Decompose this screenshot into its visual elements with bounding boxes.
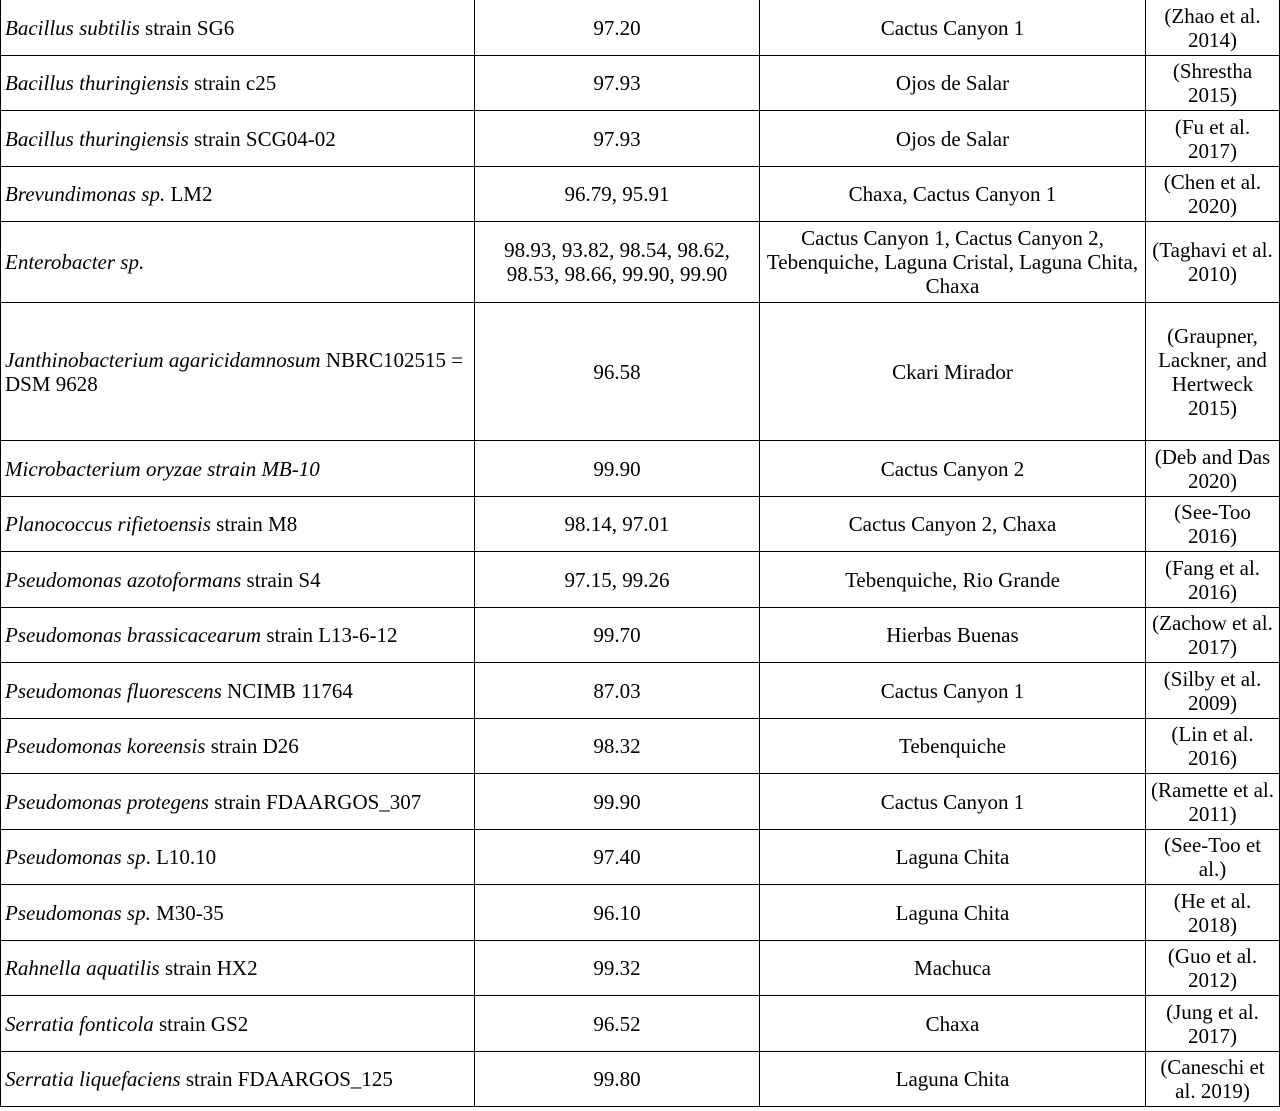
reference-cell: (Fang et al. 2016) xyxy=(1146,552,1280,608)
organism-cell xyxy=(1,552,475,608)
reference-cell: (Caneschi et al. 2019) xyxy=(1146,1052,1280,1107)
reference-cell: (Silby et al. 2009) xyxy=(1146,663,1280,719)
organism-cell xyxy=(1,774,475,830)
table-row xyxy=(1,774,1280,830)
table-row xyxy=(1,303,1280,441)
organism-name: Bacillus thuringiensis xyxy=(5,126,189,151)
organism-name: Bacillus thuringiensis xyxy=(5,71,189,95)
location-cell: Ojos de Salar xyxy=(760,56,1146,111)
identity-cell: 99.90 xyxy=(475,441,760,497)
table-row xyxy=(1,0,1280,56)
organism-cell xyxy=(1,222,475,303)
organism-name: Enterobacter sp. xyxy=(5,250,145,274)
identity-cell: 96.52 xyxy=(475,996,760,1052)
location-cell: Hierbas Buenas xyxy=(760,608,1146,663)
location-cell: Ojos de Salar xyxy=(760,111,1146,167)
organism-name: Pseudomonas fluorescens xyxy=(5,678,222,703)
organism-cell xyxy=(1,885,475,941)
strain-label: M30-35 xyxy=(150,900,224,925)
reference-cell: (Zachow et al. 2017) xyxy=(1146,608,1280,663)
organism-name: Pseudomonas sp. xyxy=(5,900,151,925)
strain-label: strain L13-6-12 xyxy=(261,623,398,647)
organism-name: Pseudomonas azotoformans xyxy=(5,567,242,592)
identity-cell: 97.15, 99.26 xyxy=(475,552,760,608)
table-row xyxy=(1,830,1280,885)
identity-cell: 98.93, 93.82, 98.54, 98.62, 98.53, 98.66, 99.90, 99.90 xyxy=(475,222,760,303)
organism-name: Microbacterium oryzae strain MB-10 xyxy=(5,456,320,481)
location-cell: Laguna Chita xyxy=(760,885,1146,941)
reference-cell: (Shrestha 2015) xyxy=(1146,56,1280,111)
identity-cell: 87.03 xyxy=(475,663,760,719)
table-row xyxy=(1,222,1280,303)
organism-name: Janthinobacterium agaricidamnosum xyxy=(5,347,321,372)
organism-cell xyxy=(1,1052,475,1107)
location-cell: Machuca xyxy=(760,941,1146,996)
table-row xyxy=(1,441,1280,497)
organism-name: Planococcus rifietoensis xyxy=(5,512,211,536)
strain-label: strain SG6 xyxy=(139,15,235,40)
table-row xyxy=(1,1052,1280,1107)
organism-cell xyxy=(1,441,475,497)
strain-label: NBRC102515 = DSM 9628 xyxy=(5,347,464,396)
location-cell: Cactus Canyon 1 xyxy=(760,0,1146,56)
reference-cell: (He et al. 2018) xyxy=(1146,885,1280,941)
location-cell: Chaxa xyxy=(760,996,1146,1052)
identity-cell: 99.70 xyxy=(475,608,760,663)
location-cell: Tebenquiche, Rio Grande xyxy=(760,552,1146,608)
identity-cell: 98.14, 97.01 xyxy=(475,497,760,552)
location-cell: Cactus Canyon 1 xyxy=(760,774,1146,830)
location-cell: Cactus Canyon 2 xyxy=(760,441,1146,497)
table-row xyxy=(1,719,1280,774)
strain-label: LM2 xyxy=(165,182,213,206)
identity-cell: 97.93 xyxy=(475,111,760,167)
table-row xyxy=(1,497,1280,552)
strain-label: strain HX2 xyxy=(159,956,258,980)
organism-name: Rahnella aquatilis xyxy=(5,956,160,980)
strain-label: strain SCG04-02 xyxy=(188,126,336,151)
organism-cell xyxy=(1,303,475,441)
strain-label: strain FDAARGOS_125 xyxy=(180,1067,393,1091)
organism-cell xyxy=(1,111,475,167)
organism-cell xyxy=(1,497,475,552)
table-row xyxy=(1,167,1280,222)
table-row xyxy=(1,608,1280,663)
organism-name: Serratia liquefaciens xyxy=(5,1067,181,1091)
organism-name: Brevundimonas sp. xyxy=(5,182,166,206)
location-cell: Laguna Chita xyxy=(760,1052,1146,1107)
reference-cell: (Fu et al. 2017) xyxy=(1146,111,1280,167)
organism-cell xyxy=(1,996,475,1052)
identity-cell: 96.58 xyxy=(475,303,760,441)
reference-cell: (See-Too et al.) xyxy=(1146,830,1280,885)
table-row xyxy=(1,885,1280,941)
organism-cell xyxy=(1,0,475,56)
organism-name: Serratia fonticola xyxy=(5,1011,154,1036)
strain-label: . L10.10 xyxy=(145,845,217,869)
table-row xyxy=(1,663,1280,719)
reference-cell: (Taghavi et al. 2010) xyxy=(1146,222,1280,303)
location-cell: Cactus Canyon 2, Chaxa xyxy=(760,497,1146,552)
strain-label: strain D26 xyxy=(205,734,299,758)
reference-cell: (Lin et al. 2016) xyxy=(1146,719,1280,774)
strain-label: strain M8 xyxy=(210,512,298,536)
location-cell: Chaxa, Cactus Canyon 1 xyxy=(760,167,1146,222)
strain-label: strain FDAARGOS_307 xyxy=(208,789,422,814)
organism-name: Pseudomonas protegens xyxy=(5,789,209,814)
identity-cell: 96.10 xyxy=(475,885,760,941)
table-row xyxy=(1,996,1280,1052)
identity-cell: 96.79, 95.91 xyxy=(475,167,760,222)
strain-label: strain S4 xyxy=(241,567,321,592)
strain-label: strain c25 xyxy=(188,71,277,95)
table-row xyxy=(1,111,1280,167)
identity-cell: 97.20 xyxy=(475,0,760,56)
organism-name: Pseudomonas brassicacearum xyxy=(5,623,262,647)
organism-cell xyxy=(1,663,475,719)
table-row xyxy=(1,941,1280,996)
location-cell: Laguna Chita xyxy=(760,830,1146,885)
organism-cell xyxy=(1,56,475,111)
identity-cell: 97.40 xyxy=(475,830,760,885)
reference-cell: (Chen et al. 2020) xyxy=(1146,167,1280,222)
organism-cell xyxy=(1,830,475,885)
organism-cell xyxy=(1,167,475,222)
identity-cell: 99.32 xyxy=(475,941,760,996)
reference-cell: (Zhao et al. 2014) xyxy=(1146,0,1280,56)
reference-cell: (Deb and Das 2020) xyxy=(1146,441,1280,497)
location-cell: Cactus Canyon 1 xyxy=(760,663,1146,719)
organism-name: Pseudomonas koreensis xyxy=(5,734,206,758)
location-cell: Tebenquiche xyxy=(760,719,1146,774)
identity-cell: 97.93 xyxy=(475,56,760,111)
reference-cell: (See-Too 2016) xyxy=(1146,497,1280,552)
organism-cell xyxy=(1,719,475,774)
reference-cell: (Jung et al. 2017) xyxy=(1146,996,1280,1052)
identity-cell: 99.80 xyxy=(475,1052,760,1107)
reference-cell: (Graupner, Lackner, and Hertweck 2015) xyxy=(1146,303,1280,441)
identity-cell: 99.90 xyxy=(475,774,760,830)
reference-cell: (Ramette et al. 2011) xyxy=(1146,774,1280,830)
table-row xyxy=(1,56,1280,111)
organism-cell xyxy=(1,941,475,996)
identity-cell: 98.32 xyxy=(475,719,760,774)
strain-label: NCIMB 11764 xyxy=(221,678,353,703)
reference-cell: (Guo et al. 2012) xyxy=(1146,941,1280,996)
organism-name: Bacillus subtilis xyxy=(5,15,140,40)
organism-cell xyxy=(1,608,475,663)
organism-name: Pseudomonas sp xyxy=(5,845,146,869)
location-cell: Cactus Canyon 1, Cactus Canyon 2, Tebenquiche, Laguna Cristal, Laguna Chita, Chaxa xyxy=(760,222,1146,303)
table-row xyxy=(1,552,1280,608)
location-cell: Ckari Mirador xyxy=(760,303,1146,441)
strain-label: strain GS2 xyxy=(153,1011,249,1036)
